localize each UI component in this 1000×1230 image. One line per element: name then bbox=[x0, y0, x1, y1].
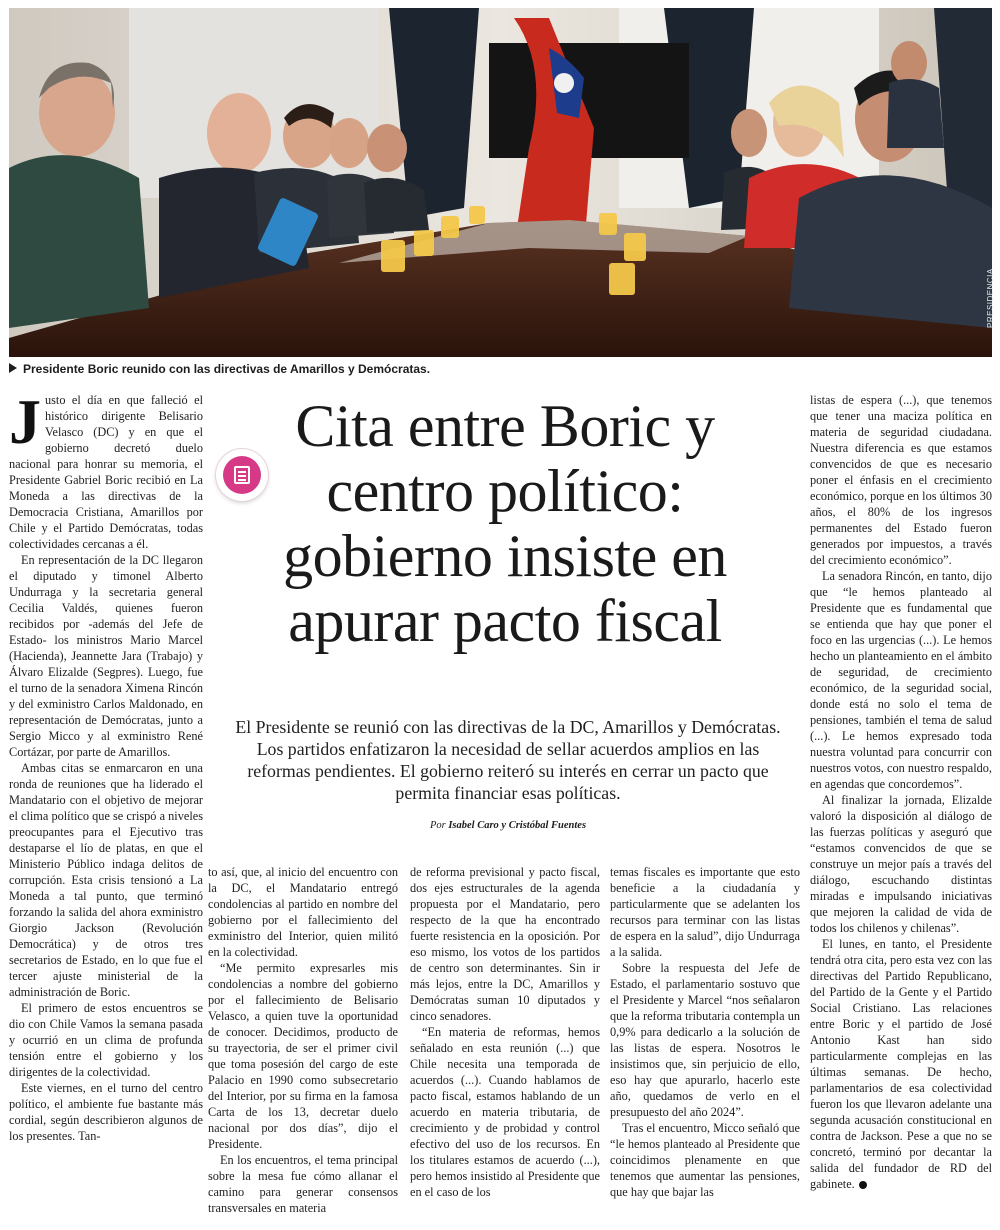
article-icon[interactable] bbox=[216, 449, 268, 501]
end-of-article-mark bbox=[859, 1181, 867, 1189]
byline bbox=[228, 820, 788, 831]
article-column-1 bbox=[9, 386, 203, 1144]
paragraph: listas de espera (...), que tenemos que tener una maciza política en materia de seguridad ciudadana. Nuestra diferencia es que estamos convencidos de que es necesario poner el énfasis en el crecimiento económico, porque en los últimos 30 años, el 80% de los ingresos permanentes del Estado fueron generados por impuestos, a través del crecimiento económico”. bbox=[810, 393, 992, 567]
photo-credit: PRESIDENCIA bbox=[986, 268, 996, 328]
paragraph: En los encuentros, el tema principal sobre la mesa fue cómo allanar el camino para generar consensos transversales en materia bbox=[208, 1153, 398, 1215]
meeting-photo bbox=[9, 8, 996, 357]
caption-triangle-icon bbox=[9, 363, 17, 373]
paragraph: Al finalizar la jornada, Elizalde valoró la disposición al diálogo de las fuerzas políticas y aseguró que “estamos convencidos de que se construye un mejor país a través del diálogo, escuchando distintas miradas e impulsando iniciativas que mejoren la calidad de vida de todos los chilenos y chilenas”. bbox=[810, 793, 992, 935]
byline-authors: Isabel Caro y Cristóbal Fuentes bbox=[448, 820, 587, 831]
article-column-4 bbox=[610, 864, 800, 1200]
article-column-5 bbox=[810, 392, 992, 1192]
paragraph: to así, que, al inicio del encuentro con la DC, el Mandatario entregó condolencias al partido en nombre del gobierno por el fallecimiento del exministro del Interior, quien militó en la colectividad. bbox=[208, 865, 398, 959]
paragraph: Sobre la respuesta del Jefe de Estado, el parlamentario sostuvo que el Presidente y Marcel “nos señalaron que la reforma tributaria contempla un 0,9% para dedicarlo a la solución de las listas de espera. Nosotros le insistimos que, sin perjuicio de ello, eso hay que apurarlo, hacerlo este año, quedamos de verlo en el presupuesto del año 2024”. bbox=[610, 961, 800, 1119]
headline: Cita entre Boric y centro político: gobierno insiste en apurar pacto fiscal bbox=[283, 393, 727, 654]
paragraph: La senadora Rincón, en tanto, dijo que “le hemos planteado al Presidente que es fundamental que se entienda que hay que poner el foco en las urgencias (...). Le hemos hecho un planteamiento en el ámbito de seguridad, de crecimiento económico, de la seguridad social, donde está no solo el tema de pensiones, también el tema de salud (...). Le hemos expresado toda nuestra voluntad para concurrir con nuestros votos, con nuestro respaldo, en agendas que concordemos”. bbox=[810, 569, 992, 791]
article-column-3 bbox=[410, 864, 600, 1200]
byline-prefix: Por bbox=[429, 820, 446, 831]
dropcap: J bbox=[9, 386, 41, 457]
article-icon-badge bbox=[223, 456, 261, 494]
article-column-2 bbox=[208, 864, 398, 1216]
lead-paragraph: El Presidente se reunió con las directivas de la DC, Amarillos y Demócratas. Los partidos enfatizaron la necesidad de sellar acuerdos amplios en las reformas pendientes. El gobierno reiteró su interés en cerrar un pacto que permita financiar esas políticas. bbox=[235, 717, 781, 803]
paragraph: El lunes, en tanto, el Presidente tendrá otra cita, pero esta vez con las directivas del Partido Republicano, del Partido de la Gente y el Partido Social Cristiano. Las relaciones entre Boric y el partido de José Antonio Kast han sido particularmente complejas en las últimas semanas. De hecho, parlamentarios de esa colectividad fueron los que llevaron adelante una segunda acusación constitucional en contra de Jackson. Pese a que no se concretó, terminó por decantar la salida del fundador de RD del gabinete. bbox=[810, 937, 992, 1191]
paragraph: de reforma previsional y pacto fiscal, dos ejes estructurales de la agenda propuesta por el Mandatario, pero respecto de la que ha encontrado fuerte resistencia en la oposición. Por eso mismo, los votos de los partidos de centro son determinantes. Sin ir más lejos, entre la DC, Amarillos y Demócratas suman 10 diputados y cinco senadores. bbox=[410, 865, 600, 1023]
paragraph: Este viernes, en el turno del centro político, el ambiente fue bastante más cordial, según describieron algunos de los presentes. Tan- bbox=[9, 1081, 203, 1143]
paragraph: “En materia de reformas, hemos señalado en esta reunión (...) que Chile necesita una temporada de acuerdos (...). Cuando hablamos de pacto fiscal, estamos hablando de un acuerdo en materia tributaria, de crecimiento y de probidad y control efectivo del uso de los recursos. En los titulares estamos de acuerdo (...), pero hemos insistido al Presidente que en el caso de los bbox=[410, 1025, 600, 1199]
paragraph: Justo el día en que falleció el histórico dirigente Belisario Velasco (DC) y en que el gobierno decretó duelo nacional para honrar su memoria, el Presidente Gabriel Boric recibió en La Moneda a las directivas de la Democracia Cristiana, Amarillos por Chile y el Partido Demócratas, todas colectividades cercanas a él. bbox=[9, 386, 203, 551]
paragraph: El primero de estos encuentros se dio con Chile Vamos la semana pasada y ocurrió en un clima de profunda tensión entre el gobierno y los dirigentes de la colectividad. bbox=[9, 1001, 203, 1079]
photo-caption bbox=[9, 362, 430, 376]
paragraph: temas fiscales es importante que esto beneficie a la ciudadanía y particularmente que se adelanten los recursos para terminar con las listas de espera en la salud”, dijo Undurraga a la salida. bbox=[610, 865, 800, 959]
document-icon bbox=[234, 466, 250, 484]
paragraph: Tras el encuentro, Micco señaló que “le hemos planteado al Presidente que coincidimos plenamente en que tenemos que aumentar las pensiones, que hay que bajar las bbox=[610, 1121, 800, 1199]
caption-text: Presidente Boric reunido con las directivas de Amarillos y Demócratas. bbox=[23, 362, 431, 376]
paragraph: “Me permito expresarles mis condolencias a nombre del gobierno por el fallecimiento de Belisario Velasco, a quien tuve la oportunidad de conocer. Decidimos, producto de su trayectoria, de ser el primer civil que toma posesión del cargo de este Palacio en 1990 como subsecretario del Interior, por su firma en la famosa Carta de los 13, decretar duelo nacional por dos días”, dijo el Presidente. bbox=[208, 961, 398, 1151]
paragraph: Ambas citas se enmarcaron en una ronda de reuniones que ha liderado el Mandatario con el objetivo de mejorar el clima político que se crispó a niveles preocupantes para el Ejecutivo tras destaparse el lío de platas, en que el Ministerio Público indaga delitos de corrupción. Esta crisis tensionó a La Moneda a tal punto, que terminó forzando la salida del ahora exministro Giorgio Jackson (Revolución Democrática) y de otros tres secretarios de Estado, en lo que fue el tercer ajuste ministerial de la administración de Boric. bbox=[9, 761, 203, 999]
paragraph: En representación de la DC llegaron el diputado y timonel Alberto Undurraga y la secretaria general Cecilia Valdés, quienes fueron recibidos por -además del Jefe de Estado- los ministros Mario Marcel (Hacienda), Jeannette Jara (Trabajo) y Álvaro Elizalde (Segpres). Luego, fue el turno de la senadora Ximena Rincón y del exministro Carlos Maldonado, en representación de Demócratas, junto a Sergio Micco y al exministro René Cortázar, por parte de Amarillos. bbox=[9, 553, 203, 759]
